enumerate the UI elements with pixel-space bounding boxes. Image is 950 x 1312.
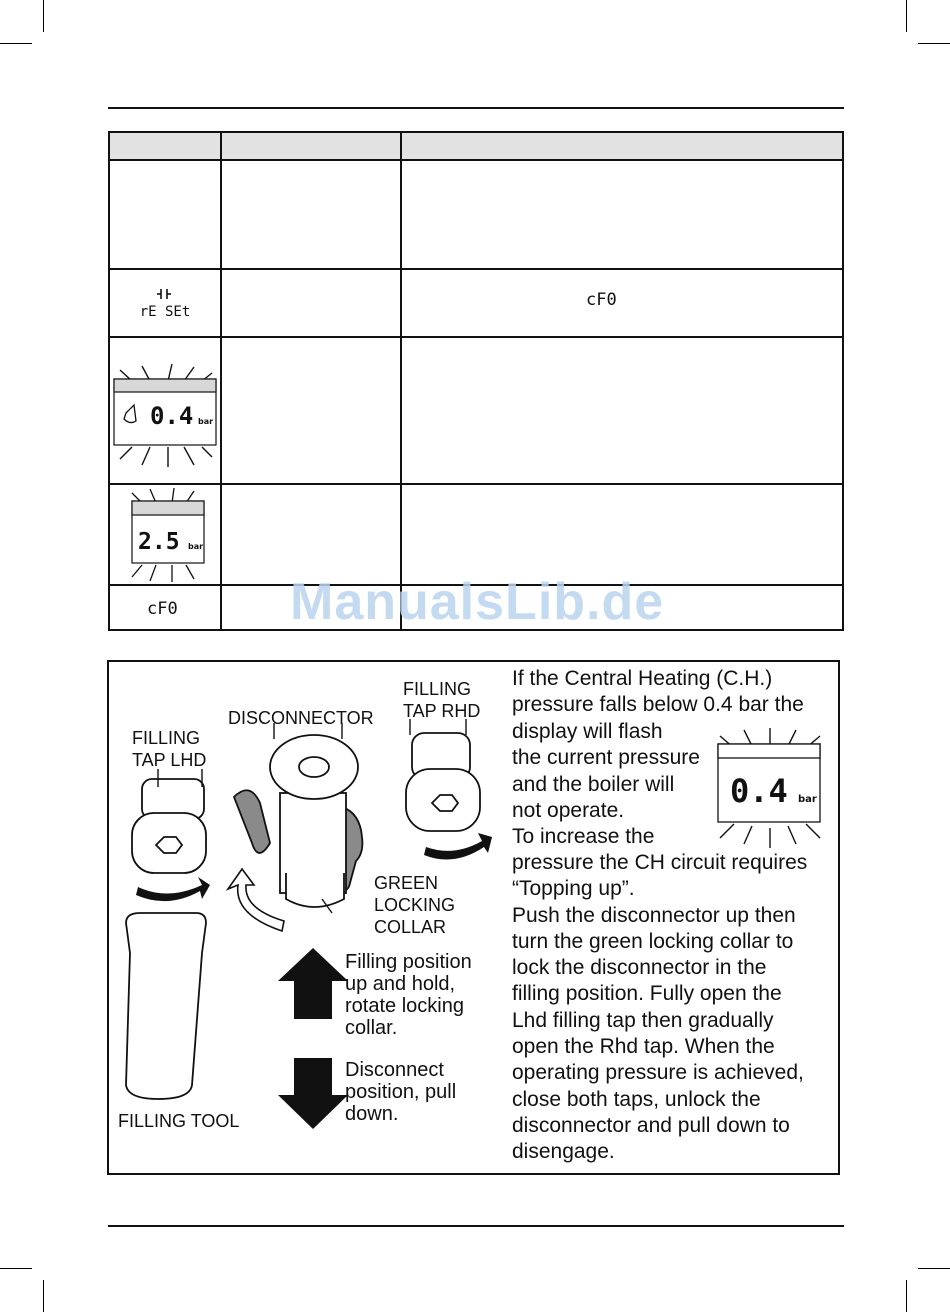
label-filling-tool: FILLING TOOL xyxy=(118,1111,240,1131)
display-value: 2.5 xyxy=(138,529,180,555)
crop-mark xyxy=(0,43,32,44)
reset-symbol xyxy=(135,285,195,325)
row-divider xyxy=(110,268,842,270)
crop-mark xyxy=(43,0,44,32)
fault-table xyxy=(108,131,844,631)
cf0-symbol xyxy=(145,597,185,619)
header-rule xyxy=(108,107,844,109)
figure-pressure-display xyxy=(712,728,826,850)
display-unit: bar xyxy=(198,417,214,426)
column-divider xyxy=(220,133,222,629)
crop-mark xyxy=(906,1280,907,1312)
label-filling-tap-rhd: FILLING TAP RHD xyxy=(403,679,481,721)
filling-tool-drawing xyxy=(126,913,206,1099)
footer-rule xyxy=(108,1225,844,1227)
reset-symbol-text: rE SEt xyxy=(139,304,191,320)
row-divider xyxy=(110,336,842,338)
pressure-display-low xyxy=(112,361,218,473)
cf0-symbol-text: cF0 xyxy=(147,599,178,619)
crop-mark xyxy=(0,1268,32,1269)
crop-mark xyxy=(918,43,950,44)
rotation-arrow-lhd xyxy=(136,877,210,901)
cf0-symbol xyxy=(584,288,624,310)
column-divider xyxy=(400,133,402,629)
label-filling-tap-lhd: FILLING TAP LHD xyxy=(132,728,207,770)
cf0-symbol-text: cF0 xyxy=(586,290,617,310)
display-unit: bar xyxy=(188,542,204,551)
label-disconnector: DISCONNECTOR xyxy=(228,708,374,728)
instructions-side: display will flash the current pressure and the boiler will not operate. To increase the xyxy=(512,720,700,849)
figure-display-unit: bar xyxy=(798,794,817,805)
row-divider xyxy=(110,483,842,485)
label-green-locking-collar: GREEN LOCKING COLLAR xyxy=(374,873,456,937)
pressure-display-high xyxy=(124,487,210,583)
instructions-top: If the Central Heating (C.H.) pressure falls below 0.4 bar the xyxy=(512,667,804,717)
disconnect-position-text: Disconnect position, pull down. xyxy=(345,1059,457,1125)
crop-mark xyxy=(906,0,907,32)
filling-position-text: Filling position up and hold, rotate locking collar. xyxy=(345,951,472,1039)
crop-mark xyxy=(43,1280,44,1312)
arrow-down xyxy=(278,1058,348,1129)
display-value: 0.4 xyxy=(150,402,194,430)
watermark: ManualsLib.de xyxy=(290,573,665,631)
instructions-bottom: pressure the CH circuit requires “Topping up”. Push the disconnector up then turn the green locking collar to lock the disconnector in the filling position. Fully open the Lhd filling tap then gradually open the Rhd tap. When the operating pressure is achieved, close both taps, unlock the disconnector and pull down to disengage. xyxy=(512,851,808,1164)
rotation-arrow-rhd xyxy=(424,833,492,860)
crop-mark xyxy=(918,1268,950,1269)
arrow-up xyxy=(278,948,348,1019)
figure-display-value: 0.4 xyxy=(730,772,788,810)
rotation-arrow-collar xyxy=(228,869,284,931)
